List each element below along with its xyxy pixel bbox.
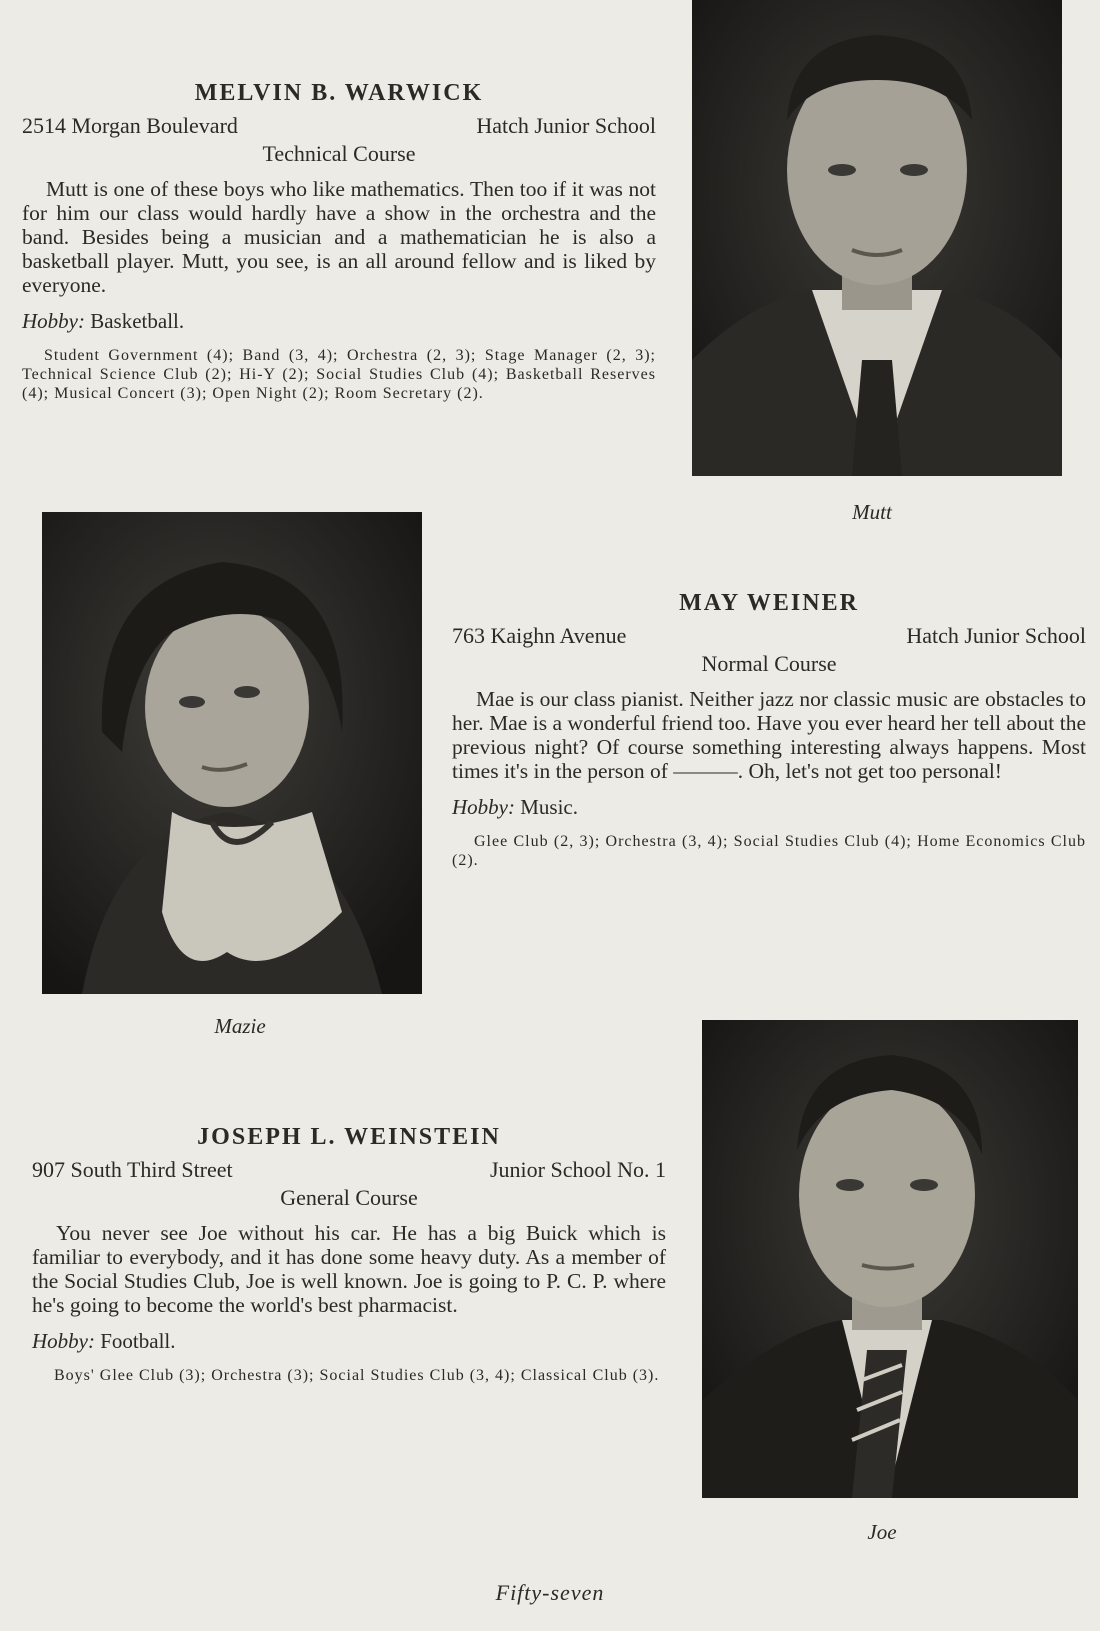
student-name: MAY WEINER [679,590,859,616]
portrait-photo-joseph [702,1020,1078,1498]
hobby-value: Basketball. [90,309,185,333]
address-line [22,113,656,139]
student-activities: Boys' Glee Club (3); Orchestra (3); Social Studies Club (3, 4); Classical Club (3). [54,1367,660,1384]
page-number: Fifty-seven [495,1580,605,1605]
student-name: MELVIN B. WARWICK [194,80,484,106]
student-school: Hatch Junior School [906,623,1086,648]
nickname-caption: Mazie [214,1014,266,1038]
student-school: Junior School No. 1 [490,1157,666,1182]
student-course: General Course [280,1185,418,1210]
student-address: 907 South Third Street [32,1157,233,1182]
student-address: 2514 Morgan Boulevard [22,113,238,138]
student-course: Technical Course [262,141,416,166]
hobby-label: Hobby: [22,309,85,333]
student-hobby [22,309,656,334]
student-activities: Glee Club (2, 3); Orchestra (3, 4); Social Studies Club (4); Home Economics Club (2). [452,833,1086,869]
student-hobby [32,1329,666,1354]
student-bio: Mutt is one of these boys who like mathematics. Then too if it was not for him our class would hardly have a show in the orchestra and the band. Besides being a musician and a mathematician he is also a basketball player. Mutt, you see, is an all around fellow and is liked by everyone. [22,177,656,297]
portrait-photo-may [42,512,422,994]
nickname-caption: Joe [867,1520,897,1544]
portrait-photo-melvin [692,0,1062,476]
entry-joseph-weinstein [32,1124,666,1385]
hobby-value: Football. [100,1329,176,1353]
student-address: 763 Kaighn Avenue [452,623,627,648]
student-hobby [452,795,1086,820]
address-line [32,1157,666,1183]
student-activities: Student Government (4); Band (3, 4); Orchestra (2, 3); Stage Manager (2, 3); Technical Science Club (2); Hi-Y (2); Social Studies Club (4); Basketball Reserves (4); Musical Concert (3); Open Night (2); Room Secretary (2). [22,347,656,402]
student-name: JOSEPH L. WEINSTEIN [197,1124,501,1150]
hobby-label: Hobby: [452,795,515,819]
student-bio: Mae is our class pianist. Neither jazz nor classic music are obstacles to her. Mae is a wonderful friend too. Have you ever heard her tell about the previous night? Of course something interesting always happens. Most times it's in the person of ———. Oh, let's not get too personal! [452,687,1086,783]
nickname-caption: Mutt [852,500,892,524]
student-course: Normal Course [701,651,837,676]
entry-melvin-warwick [22,80,656,403]
entry-may-weiner [452,590,1086,870]
student-bio: You never see Joe without his car. He has a big Buick which is familiar to everybody, and it has done some heavy duty. As a member of the Social Studies Club, Joe is well known. Joe is going to P. C. P. where he's going to become the world's best pharmacist. [32,1221,666,1317]
address-line [452,623,1086,649]
student-school: Hatch Junior School [476,113,656,138]
hobby-value: Music. [520,795,578,819]
hobby-label: Hobby: [32,1329,95,1353]
